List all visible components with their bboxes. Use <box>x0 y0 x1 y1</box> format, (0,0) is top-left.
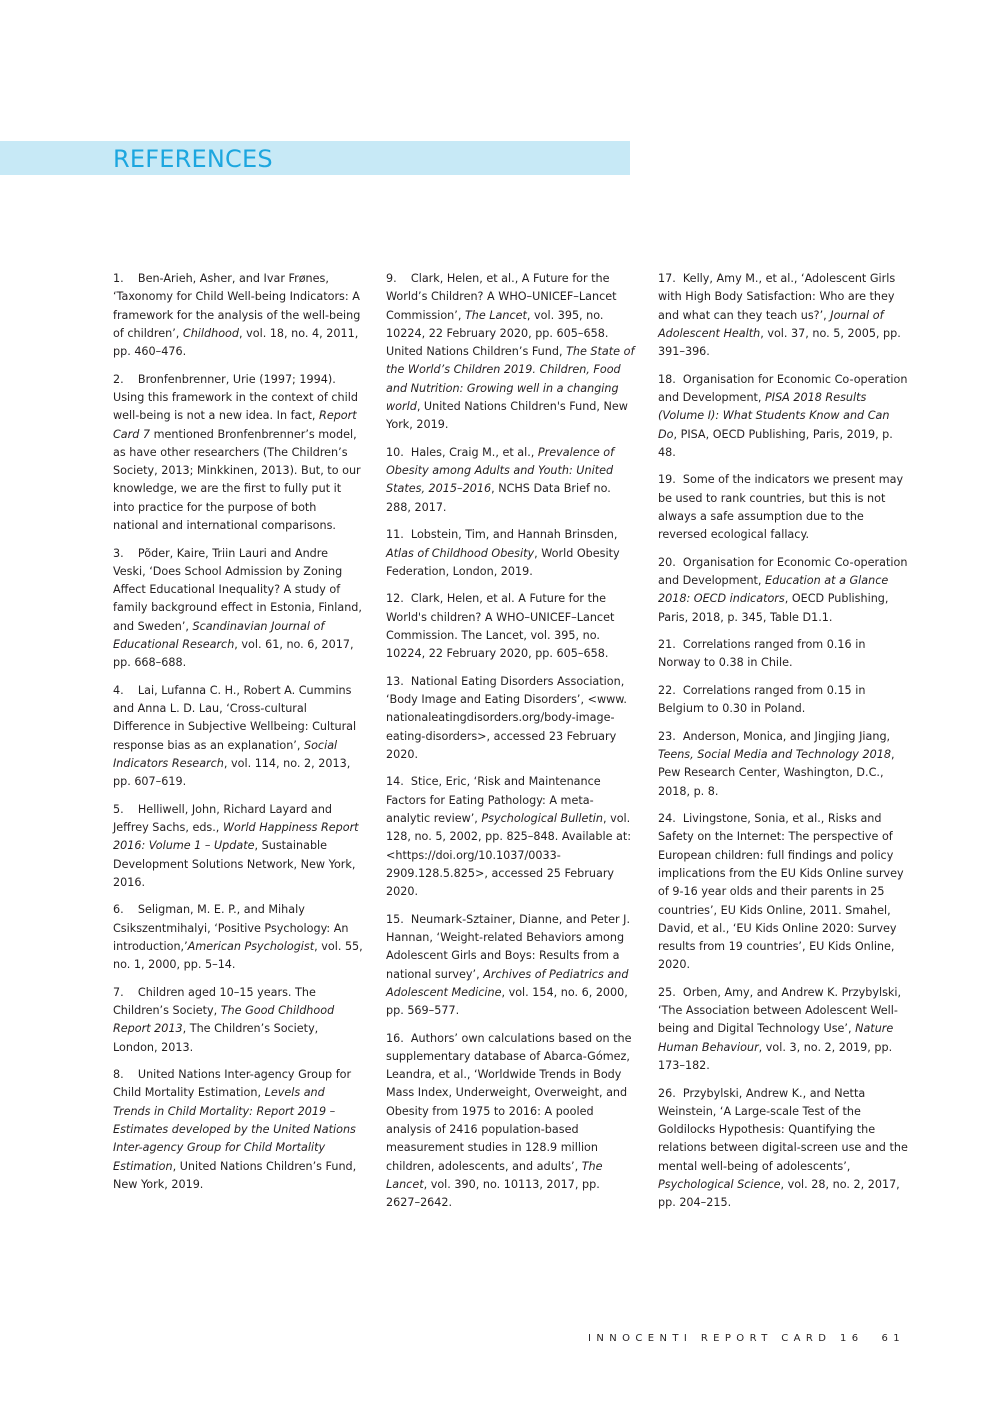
reference-text: 1. Ben-Arieh, Asher, and Ivar Frønes, ‘Taxonomy for Child Well-being Indicators: A framework for the analysis of the well-being of children’, <box>113 272 361 340</box>
reference-title: Levels and Trends in Child Mortality: Report 2019 – Estimates developed by the United Nations Inter-agency Group for Child Mortality Estimation <box>113 1086 356 1173</box>
references-column-3 <box>658 270 908 1222</box>
reference-text: , vol. 61, no. 6, 2017, pp. 668–688. <box>113 638 354 670</box>
reference-title: Prevalence of Obesity among Adults and Youth: United States, 2015–2016 <box>386 445 615 496</box>
reference-text: , PISA, OECD Publishing, Paris, 2019, p. 48. <box>658 427 893 459</box>
reference-text: 6. Seligman, M. E. P., and Mihaly Csikszentmihalyi, ‘Positive Psychology: An introduction,’ <box>113 903 349 954</box>
reference-text: 17. Kelly, Amy M., et al., ‘Adolescent Girls with High Body Satisfaction: Who are they and what can they teach us?’, <box>658 272 896 322</box>
reference-title: Report Card 7 <box>113 409 357 441</box>
reference-text: , vol. 3, no. 2, 2019, pp. 173–182. <box>658 1040 893 1073</box>
reference-title: Nature Human Behaviour <box>658 1022 894 1054</box>
reference-text: 5. Helliwell, John, Richard Layard and Jeffrey Sachs, eds., <box>113 802 333 835</box>
reference-item <box>658 984 908 1075</box>
reference-text: , The Children’s Society, London, 2013. <box>113 1022 319 1054</box>
reference-item <box>386 1030 636 1213</box>
reference-text: , vol. 55, no. 1, 2000, pp. 5–14. <box>113 940 363 972</box>
reference-title: Childhood <box>182 326 240 340</box>
reference-text: , NCHS Data Brief no. 288, 2017. <box>386 482 611 514</box>
reference-text: 8. United Nations Inter-agency Group for Child Mortality Estimation, <box>113 1068 352 1100</box>
reference-title: PISA 2018 Results (Volume I): What Students Know and Can Do <box>658 390 890 441</box>
reference-item <box>386 590 636 663</box>
reference-text: 11. Lobstein, Tim, and Hannah Brinsden, <box>386 528 618 542</box>
reference-item <box>113 270 363 361</box>
reference-title: The Lancet <box>386 1159 603 1191</box>
page-number: 61 <box>881 1333 905 1344</box>
reference-title: The State of the World’s Children 2019. Children, Food and Nutrition: Growing well in a changing world <box>386 345 635 414</box>
reference-item <box>386 773 636 901</box>
reference-text: 25. Orben, Amy, and Andrew K. Przybylski, ‘The Association between Adolescent Well-being and Digital Technology Use’, <box>658 985 902 1036</box>
reference-text: , vol. 28, no. 2, 2017, pp. 204–215. <box>658 1178 900 1210</box>
reference-item <box>386 526 636 581</box>
reference-text: 3. Põder, Kaire, Triin Lauri and Andre Veski, ‘Does School Admission by Zoning Affect Educational Inequality? A study of family background effect in Estonia, Finland, and Sweden’, <box>113 546 362 633</box>
reference-title: Journal of Adolescent Health <box>658 308 884 340</box>
reference-text: , OECD Publishing, Paris, 2018, p. 345, Table D1.1. <box>658 592 889 624</box>
reference-text: 23. Anderson, Monica, and Jingjing Jiang, <box>658 729 891 743</box>
page-title: REFERENCES <box>113 145 273 173</box>
reference-text: 19. Some of the indicators we present may be used to rank countries, but this is not always a safe assumption due to the reversed ecological fallacy. <box>658 473 904 542</box>
reference-title: The Lancet <box>464 308 527 322</box>
reference-text: 12. Clark, Helen, et al. A Future for the World's children? A WHO–UNICEF–Lancet Commission. The Lancet, vol. 395, no. 10224, 22 February 2020, pp. 605–658. <box>386 592 615 661</box>
reference-text: , Pew Research Center, Washington, D.C., 2018, p. 8. <box>658 747 895 798</box>
reference-text: 10. Hales, Craig M., et al., <box>386 445 538 459</box>
reference-text: , vol. 114, no. 2, 2013, pp. 607–619. <box>113 756 351 789</box>
reference-text: 15. Neumark-Sztainer, Dianne, and Peter J. Hannan, ‘Weight-related Behaviors among Adolescent Girls and Boys: Results from a national survey’, <box>386 912 630 981</box>
reference-title: Atlas of Childhood Obesity <box>386 546 535 560</box>
reference-text: 16. Authors’ own calculations based on the supplementary database of Abarca-Gómez, Leandra, et al., ‘Worldwide Trends in Body Mass Index, Underweight, Overweight, and Obesity from 1975 to 2016: A pooled analysis of 2416 population-based measurement studies in 128.9 million children, adolescents, and adults’, <box>386 1031 632 1173</box>
reference-title: American Psychologist <box>187 940 315 954</box>
reference-text: 4. Lai, Lufanna C. H., Robert A. Cummins and Anna L. D. Lau, ‘Cross-cultural Difference in Subjective Wellbeing: Cultural response bias as an explanation’, <box>113 683 357 752</box>
reference-item <box>658 636 908 673</box>
reference-text: , World Obesity Federation, London, 2019. <box>386 546 620 578</box>
reference-item <box>386 270 636 435</box>
reference-title: Psychological Bulletin <box>481 811 603 825</box>
reference-title: World Happiness Report 2016: Volume 1 – Update <box>113 821 359 853</box>
reference-text: , United Nations Children’s Fund, New York, 2019. <box>113 1159 357 1191</box>
reference-text: , vol. 18, no. 4, 2011, pp. 460–476. <box>113 326 359 359</box>
reference-text: 22. Correlations ranged from 0.15 in Belgium to 0.30 in Poland. <box>658 683 866 716</box>
reference-text: 13. National Eating Disorders Association, ‘Body Image and Eating Disorders’, <www. nationaleatingdisorders.org/body-image-eating-disorders>, accessed 23 February 2020. <box>386 674 627 761</box>
reference-text: 9. Clark, Helen, et al., A Future for the World’s Children? A WHO–UNICEF–Lancet Commission’, <box>386 272 617 322</box>
reference-item <box>113 801 363 892</box>
reference-text: 24. Livingstone, Sonia, et al., Risks and Safety on the Internet: The perspective of European children: full findings and policy implications from the EU Kids Online survey of 9-16 year olds and their parents in 25 countries’, EU Kids Online, 2011. Smahel, David, et al., ‘EU Kids Online 2020: Survey results from 19 countries’, EU Kids Online, 2020. <box>658 812 904 972</box>
reference-item <box>658 554 908 627</box>
reference-item <box>658 1085 908 1213</box>
reference-text: mentioned Bronfenbrenner’s model, as have other researchers (The Children’s Society, 2013; Minkkinen, 2013). But, to our knowledge, we are the first to fully put it into practice for the purpose of both national and international comparisons. <box>113 427 361 533</box>
reference-item <box>386 911 636 1021</box>
reference-text: , vol. 37, no. 5, 2005, pp. 391–396. <box>658 326 901 359</box>
reference-text: , vol. 128, no. 5, 2002, pp. 825–848. Available at: <https://doi.org/10.1037/0033-2909.128.5.825>, accessed 25 February 2020. <box>386 811 632 899</box>
reference-title: Psychological Science <box>658 1178 781 1192</box>
reference-title: The Good Childhood Report 2013 <box>113 1004 335 1036</box>
references-column-1 <box>113 270 363 1203</box>
reference-text: , vol. 390, no. 10113, 2017, pp. 2627–2642. <box>386 1177 600 1210</box>
reference-item <box>658 471 908 544</box>
reference-item <box>658 371 908 462</box>
reference-text: , vol. 154, no. 6, 2000, pp. 569–577. <box>386 985 628 1018</box>
reference-text: 26. Przybylski, Andrew K., and Netta Weinstein, ‘A Large-scale Test of the Goldilocks Hypothesis: Quantifying the relations between digital-screen use and the mental well-being of adolescents’, <box>658 1086 908 1173</box>
reference-item <box>113 901 363 974</box>
reference-item <box>113 545 363 673</box>
reference-text: 14. Stice, Eric, ‘Risk and Maintenance Factors for Eating Pathology: A meta-analytic review’, <box>386 775 601 825</box>
reference-item <box>658 728 908 801</box>
reference-text: 2. Bronfenbrenner, Urie (1997; 1994). Using this framework in the context of child well-being is not a new idea. In fact, <box>113 372 358 423</box>
reference-item <box>386 444 636 517</box>
page-footer <box>520 1333 905 1344</box>
reference-item <box>658 810 908 975</box>
reference-item <box>113 682 363 792</box>
reference-title: Education at a Glance 2018: OECD indicators <box>658 574 889 606</box>
reference-text: , Sustainable Development Solutions Network, New York, 2016. <box>113 839 356 889</box>
reference-title: Teens, Social Media and Technology 2018 <box>658 747 891 761</box>
reference-text: , vol. 395, no. 10224, 22 February 2020, pp. 605–658. United Nations Children’s Fund, <box>386 308 609 359</box>
reference-title: Archives of Pediatrics and Adolescent Medicine <box>386 967 629 999</box>
reference-text: 7. Children aged 10–15 years. The Children’s Society, <box>113 985 316 1018</box>
reference-title: Social Indicators Research <box>113 738 338 770</box>
references-column-2 <box>386 270 636 1222</box>
reference-item <box>113 371 363 536</box>
reference-text: 18. Organisation for Economic Co-operation and Development, <box>658 372 908 404</box>
reference-item <box>658 682 908 719</box>
reference-text: 20. Organisation for Economic Co-operation and Development, <box>658 555 908 588</box>
reference-item <box>113 984 363 1057</box>
reference-item <box>658 270 908 361</box>
reference-item <box>113 1066 363 1194</box>
heading-band <box>0 141 630 175</box>
reference-title: Scandinavian Journal of Educational Research <box>113 619 325 652</box>
reference-text: 21. Correlations ranged from 0.16 in Norway to 0.38 in Chile. <box>658 638 866 670</box>
reference-text: , United Nations Children's Fund, New York, 2019. <box>386 400 628 432</box>
reference-item <box>386 673 636 764</box>
report-name: INNOCENTI REPORT CARD 16 <box>588 1333 864 1344</box>
